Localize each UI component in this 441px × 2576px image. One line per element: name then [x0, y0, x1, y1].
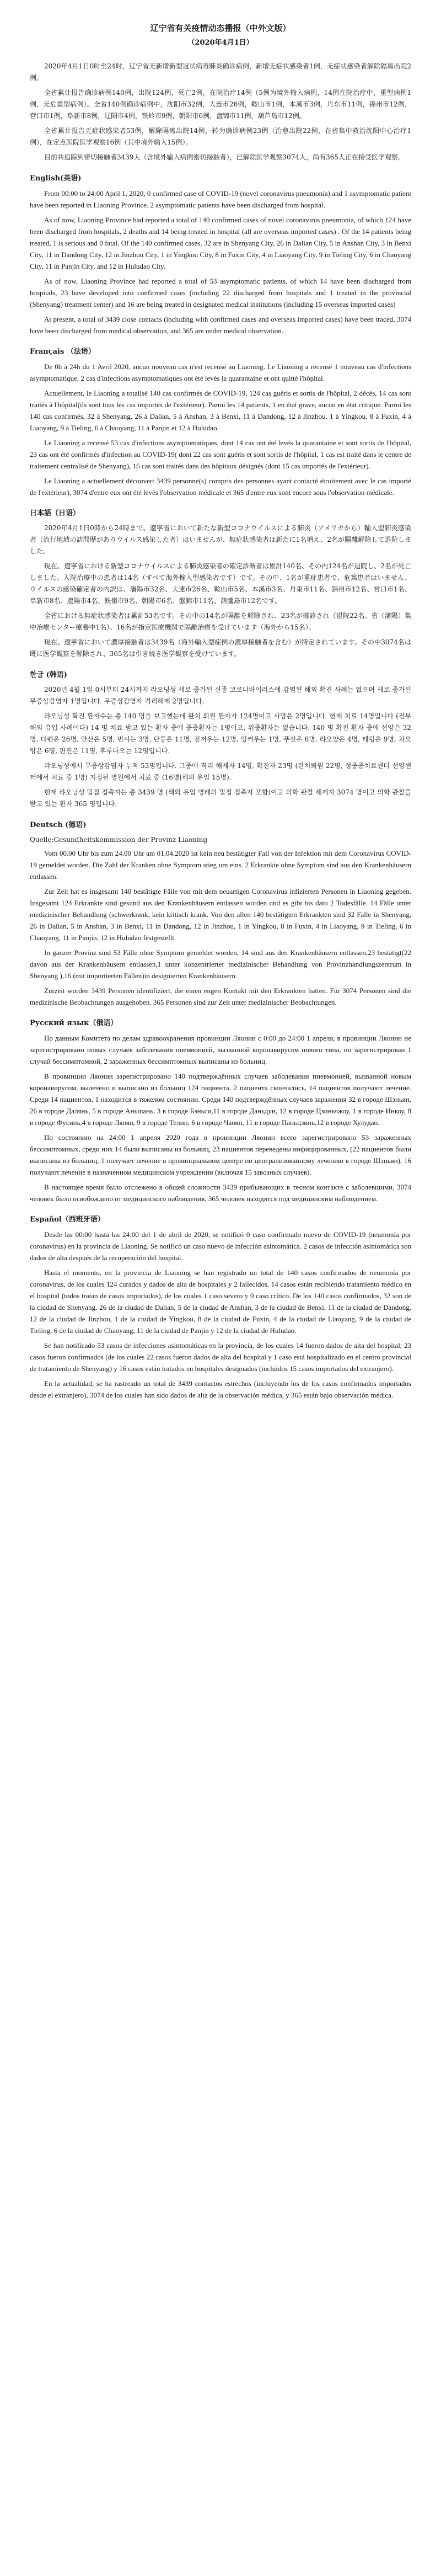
section-de	[30, 820, 411, 1008]
paragraph-de-4: Zurzeit wurden 3439 Personen identifiziert, die einen engen Kontakt mit den Erkrankten hatten. Für 3074 Personen sind die medizinische Beobachtungen ausgehoben. 365 Personen sind zur Zeit unter medizinischer Beobachtungen.	[30, 986, 411, 1006]
paragraph-ru-1: По данным Комитета по делам здравоохранения провинции Ляонин с 0:00 до 24:00 1 апреля, в провинции Ляонин не зарегистрировано новых случаев заболевания пневмонией, вызванной коронавирусом нового типа, но зарегистрирован 1 случай бессимптомной, 2 зараженных бессимптомных выписаны из больниц.	[30, 1034, 411, 1065]
paragraph-ko-2: 랴오닝성 확진 환자수는 총 140 명을 보고했는데 완치 퇴원 환자가 124명이고 사망은 2명입니다. 현재 치료 14명입니다 (전부 해외 유입 사례이다) 14 명 치료 받고 있는 환자 중에 중증환자는 1명이고, 위중환자는 없습니다. 140 명 확진 환자 중에 선양은 32명, 다롄은 26명, 안산은 5명, 번시는 3명, 단둥은 11명, 진저우는 12명, 잉커우는 1명, 푸신은 8명, 랴오양은 4명, 톄링은 9명, 차오양은 6명, 판진은 11명, 후루다오는 12명입니다.	[30, 712, 411, 755]
paragraph-ru-2: В провинции Ляонин зарегистрировано 140 подтверждённых случаев заболевания пневмонией, вызванной новым коронавирусом, вылечено и выписано из больниц 124 пациента, 2 пациента скончались, 14 пациентов получают лечение. Среди 14 пациентов, 1 находится в тяжелом состоянии. Среди 140 подтверждённых случаев заражения 32 в городе Шэньян, 26 в городе Далянь, 5 в городе Аньшань, 3 в городе Бэньси,11 в городе Даньдун, 12 в городе Цзиньчжоу, 1 в городе Инкоу, 8 в городе Фусинь,4 в городе Ляоян, 9 в городе Телин, 6 в городе Чаоян, 11 в городе Паньцзинь,12 в городе Хулудао.	[30, 1072, 411, 1127]
section-heading-es: Español（西班牙语）	[30, 1215, 105, 1224]
paragraph-es-1: Desde las 00:00 hasta las 24:00 del 1 de abril de 2020, se notificó 0 caso confirmado nuevo de COVID-19 (neumonía por coronavirus) en la provincia de Liaoning. Se notificó un caso nuevo de infección asintomática. 2 casos de infección asintomática son dados de alta después de la recuperación del hospital.	[30, 1230, 411, 1262]
paragraph-ko-3: 랴오닝성에서 무증상감염자 누적 53명입니다. 그중에 격리 해제자 14명, 확진자 23명 (완치퇴원 22명, 성중증치료센터 선양센터에서 치료 중 1명) 지정된 병원에서 치료 중 (16명(해외 유입 15명).	[30, 762, 411, 781]
paragraph-es-2: Hasta el momento, en la provincia de Liaoning se han registrado un total de 140 casos confirmados de neumonía por coronavirus, de los cuales 124 curados y dados de alta de hospitales y 2 fallecidos. 14 casos están recibiendo tratamiento médico en el hospital (todos tratan de casos importados), de los cuales 1 caso severo y 0 caso crítico. De los 140 casos confirmados, 32 son de la ciudad de Shenyang, 26 de la ciudad de Dalian, 5 de la ciudad de Anshan, 3 de la ciudad de Benxi, 11 de la ciudad de Dandong, 12 de la ciudad de Jinzhou, 1 de la ciudad de Yingkou, 8 de la ciudad de Fuxin, 4 de la ciudad de Liaoyang, 9 de la ciudad de Tieling, 6 de la ciudad de Chaoyang, 11 de la ciudad de Panjin y 12 de la ciudad de Huludao.	[30, 1268, 411, 1335]
section-ru	[30, 1018, 411, 1204]
section-heading-fr: Français （法语）	[30, 348, 95, 356]
paragraph-es-3: Se han notificado 53 casos de infecciones asintomáticas en la provincia, de los cuales 14 fueron dados de alta del hospital, 23 casos fueron confirmados (de los cuales 22 casos fueron dados de alta del hospital y 1 caso está hospitalizado en el centro provincial de tratamiento de Shenyang) y 16 casos están tratados en hospitales designados (incluidos 15 casos importados del extranjero).	[30, 1341, 411, 1373]
section-source-de: Quelle:Gesundheitskommission der Provinz Liaoning	[30, 836, 208, 844]
paragraph-ja-4: 現在、遼寧省において濃厚接触者は3439名（海外輸入型症例の濃厚接触者を含む）が特定されています。その中3074名は既に医学観察を解除され、365名は引き続き医学観察を受けています。	[30, 638, 411, 658]
section-heading-de: Deutsch (德语)	[30, 821, 87, 829]
document-date: （2020年4月1日）	[187, 39, 254, 47]
paragraph-ru-3: По состоянию на 24:00 1 апреля 2020 года в провинции Ляонин всего зарегистрировано 53 зараженных бессимптомных, среди них 14 были выписаны из больниц, 23 пациентов переведены инфицированных, (22 пациентов были выписаны из больниц, 1 получает лечение в провинциальном центре по централизованному лечению в городе Шэньян), 16 получают лечение в назначенном медицинском учреждении (включая 15 завозных случаев).	[30, 1133, 411, 1176]
language-sections	[30, 61, 411, 1401]
section-ko	[30, 670, 411, 810]
paragraph-zh-4: 目前共追踪到密切接触者3439人（含境外输入病例密切接触者），已解除医学观察3074人，尚有365人正在接受医学观察。	[44, 153, 405, 161]
section-zh	[30, 61, 411, 163]
section-heading-en: English(英语)	[30, 174, 82, 183]
section-fr	[30, 346, 411, 498]
paragraph-zh-2: 全省累计报告确诊病例140例，出院124例，死亡2例，在院治疗14例（5例为境外输入病例，14例在院治疗中，重型病例1例，无危重型病例）。全省140例确诊病例中，沈阳市32例，大连市26例，鞍山市1例，本溪市3例，丹东市11例，锦州市12例，营口市1例，阜新市8例，辽阳市4例，铁岭市9例，朝阳市6例，盘锦市11例，葫芦岛市12例。	[30, 89, 411, 120]
paragraph-zh-3: 全省累计报告无症状感染者53例，解除隔离出院14例，转为确诊病例23例（治愈出院22例，在省集中救治沈阳中心治疗1例），在定点医院医学观察16例（其中境外输入15例）。	[30, 127, 411, 146]
paragraph-en-2: As of now, Liaoning Province had reported a total of 140 confirmed cases of novel coronavirus pneumonia, of which 124 have been discharged from hospitals, 2 deaths and 14 being treated in hospital (all are overseas imported cases) . Of the 14 patients being treated, 1 is serious and 0 fatal. Of the 140 confirmed cases, 32 are in Shenyang City, 26 in Dalian City, 5 in Anshan City, 3 in Benxi City, 11 in Dandong City, 12 in Jinzhou City, 1 in Yingkou City, 8 in Fuxin City, 4 in Liaoyang City, 9 in Tieling City, 6 in Chaoyang City, 11 in Panjin City, and 12 in Huludao City.	[30, 216, 411, 270]
paragraph-fr-2: Actuellement, le Liaoning a totalisé 140 cas confirmés de COVID-19, 124 cas guéris et sortis de l'hôpital, 2 décès, 14 cas sont traités à l'hôpital(ils sont tous les cas importés de l'extérieur). Parmi les 14 patients, 1 en état grave, aucun en état critique. Parmi les 140 cas confirmés, 32 à Shenyang, 26 à Dalian, 5 à Anshan, 3 à Benxi, 11 à Dandong, 12 à Jinzhou, 1 à Yingkou, 8 à Fuxin, 4 à Liaoyang, 9 à Tieling, 6 à Chaoyang, 11 à Panjin et 12 à Huludao.	[30, 389, 411, 432]
paragraph-fr-4: Le Liaoning a actuellement découvert 3439 personne(s) compris des personnes ayant contacté étroitement avec le cas importé de l'extérieur), 3074 d'entre eux ont été levés l'observation médicale et 365 d'entre eux sont encore sous l'observation médicale.	[30, 477, 411, 497]
section-heading-ja: 日本語（日语）	[30, 509, 80, 518]
paragraph-en-4: At present, a total of 3439 close contacts (including with confirmed cases and overseas imported cases) have been traced, 3074 have been discharged from medical observation, and 365 are under medical observation.	[30, 315, 411, 335]
section-en	[30, 173, 411, 337]
section-es	[30, 1214, 411, 1401]
paragraph-de-1: Vom 00.00 Uhr bis zum 24.00 Uhr am 01.04.2020 ist kein neu bestätigter Fall von der Infektion mit dem Coronavirus COVID-19 gemeldet worden. Die Zahl der Kranken ohne Symptom stieg um eins. 2 Erkrankte ohne Symptom sind aus den Krankenhäusern entlassen.	[30, 849, 411, 881]
paragraph-ko-1: 2020년 4월 1일 0시부터 24시까지 랴오닝성 새로 증가된 신종 코로나바이러스에 감염된 해외 확진 사례는 없으며 새로 증가된 무증상감염자 1명입니다. 무증상감염자 격리해제 2명입니다.	[30, 686, 411, 705]
paragraph-ja-1: 2020年4月1日0時から24時まで、遼寧省において新たな新型コロナウイルスによる肺炎（アメリカから）輸入型肺炎感染者（流行地域の訪問歴がありウイルス感染した者）はいませんが、無症状感染者は新たに1名増え、2名が隔離解除して退院しました。	[30, 524, 411, 555]
paragraph-ja-3: 全省における無症状感染者は累計53名です。その中の14名が隔離を解除され、23名が確診され（退院22名、省（瀋陽）集中治療センター療養中1名）、16名が指定医療機関で隔離治療を受けています（海外から15名）。	[30, 612, 411, 631]
section-ja	[30, 508, 411, 660]
paragraph-ko-4: 현재 랴오닝성 밀접 접촉자는 총 3439 명 (해외 유입 병례의 밀접 접촉자 포함)이고 의학 관찰 해제자 3074 명이고 의학 관찰을 받고 있는 환자 365 명입니다.	[30, 788, 411, 808]
paragraph-ja-2: 現在、遼寧省における新型コロナウイルスによる肺炎感染者の確定診断者は累計140名、その内124名が退院し、2名が死亡しました。入院治療中の患者は14名（すべて海外輸入型感染者です）です。その中、1名が重症患者で、危篤患者はいません。ウイルスの感染確定者の内訳は、瀋陽市32名、大連市26名、鞍山市5名、本溪市3名、丹東市11名、錦州市12名、営口市1名、阜新市8名、遼陽市4名、鉄嶺市9名、朝陽市6名、盤錦市11名、葫蘆島市12名です。	[30, 562, 411, 605]
paragraph-en-1: From 00:00 to 24:00 April 1, 2020, 0 confirmed case of COVID-19 (novel coronavirus pneumonia) and 1 asymptomatic patient have been reported in Liaoning Province. 2 asymptomatic patients have been discharged from hospital.	[30, 189, 411, 209]
paragraph-ru-4: В настоящее время было отслежено в общей сложности 3439 прибывающих в тесном контакте с заболевшими, 3074 человек было освобождено от медицинского наблюдения, 365 человек находятся под медицинским наблюдением.	[30, 1183, 411, 1203]
section-heading-ru: Русский язык（俄语）	[30, 1019, 118, 1027]
document-title: 辽宁省有关疫情动态播报（中外文版）	[150, 23, 291, 33]
paragraph-de-2: Zur Zeit hat es insgesamt 140 bestätigte Fälle von mit dem neuartigen Coronavirus infizierten Personen in Liaoning gegeben. Insgesamt 124 Erkrankte sind gesund aus den Krankenhäusern entlassen worden und es gibt bis dato 2 Todesfälle. 14 Fälle unter medizinischer Behandlung (schwerkrank, kein kritisch krank. Von den allen 140 bestätigten Erkrankten sind 32 Fälle in Shenyang, 26 in Dalian, 5 in Anshan, 3 in Benxi, 11 in Dandong, 12 in Jinzhou, 1 in Yingkou, 8 in Fuxin, 4 in Liaoyang, 9 in Tieling, 6 in Chaoyang, 11 in Panjin, 12 in Huludao festgestellt.	[30, 887, 411, 942]
paragraph-en-3: As of now, Liaoning Province had reported a total of 53 asymptomatic patients, of which 14 have been discharged from hospitals, 23 have developed into confirmed cases (including 22 discharged from hospitals and 1 treated in the provincial (Shenyang) treatment center) and 16 are being treated in designated medical institutions (including 15 overseas imported cases)	[30, 277, 411, 308]
paragraph-es-4: En la actualidad, se ha rastreado un total de 3439 contactos estrechos (incluyendo los de los casos confirmados importados desde el extranjero), 3074 de los cuales han sido dados de alta de la observación médica, y 365 están bajo observación médica.	[30, 1379, 411, 1399]
paragraph-de-3: In ganzer Provinz sind 53 Fälle ohne Symptom gemeldet worden, 14 sind aus den Krankenhäusern entlassen,23 bestätigt(22 davon aus der Krankenhäusern entlassen,1 unter konzentrierter medizinischer Behandlung von Provinzhandlungszentrum in Shenyang ),16 (mit importierten Fällen)in designierten Krankenhäusern.	[30, 948, 411, 980]
paragraph-zh-1: 2020年4月1日0时至24时，辽宁省无新增新型冠状病毒肺炎确诊病例，新增无症状感染者1例，无症状感染者解除隔离出院2例。	[30, 62, 411, 82]
paragraph-fr-3: Le Liaoning a recensé 53 cas d'infections asymptomatiques, dont 14 cas ont été levés la quarantaine et sont sortis de l'hôpital, 23 cas ont été confirmés d'infection au COVID-19( dont 22 cas sont guéris et sont sortis de l'hôpital, 1 cas est traité dans le centre de traitement centralisé de Shenyang), 16 cas sont traités dans des hôpitaux désignés (dont 15 cas importés de l'extérieur).	[30, 439, 411, 470]
section-heading-ko: 한글 (韩语)	[30, 671, 67, 679]
paragraph-fr-1: De 0h à 24h du 1 Avril 2020, aucun nouveau cas n'est recensé au Liaoning. Le Liaoning a recensé 1 nouveau cas d'infections asymptomatique, 2 cas d'infections asymptomatiques ont été levés la quarantaine et ont quitté l'hôpital.	[30, 362, 411, 382]
